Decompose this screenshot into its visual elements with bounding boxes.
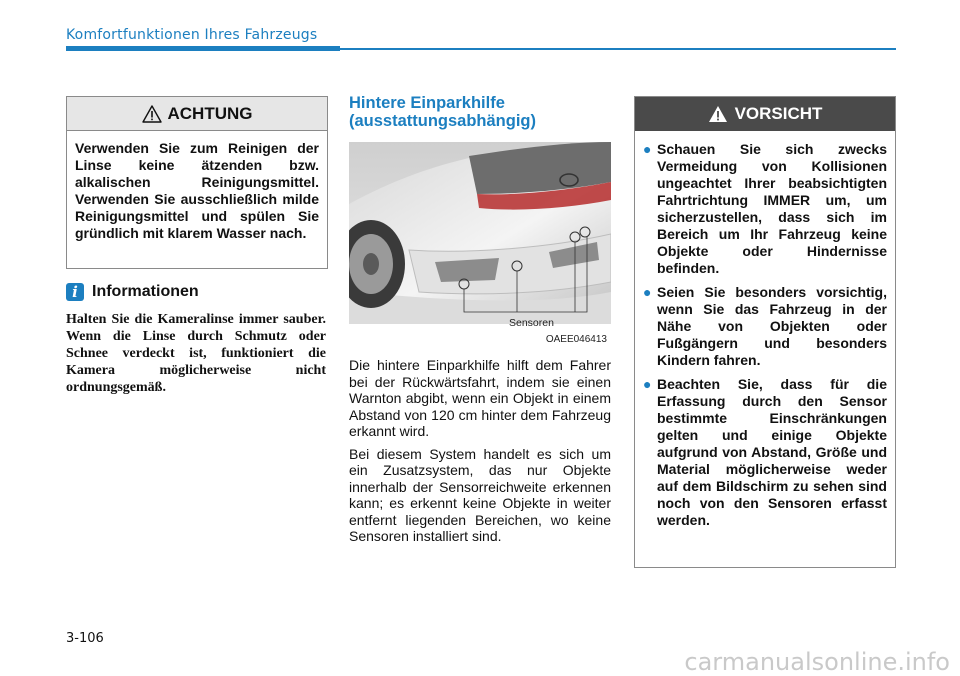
vorsicht-header [635,97,895,131]
vorsicht-title: VORSICHT [734,104,823,123]
watermark: carmanualsonline.info [684,648,950,676]
header-rule-thick [66,46,340,51]
vorsicht-list [635,131,895,529]
achtung-title: ACHTUNG [167,103,253,123]
page-number: 3-106 [66,631,104,646]
info-text: Halten Sie die Kameralinse immer sauber. Wenn die Linse durch Schmutz oder Schnee verdeckt ist, funktioniert die Kamera möglicherweise nicht ordnungsgemäß. [66,312,326,395]
bullet-icon: ● [643,284,652,300]
achtung-text: Verwenden Sie zum Reinigen der Linse keine ätzenden bzw. alkalischen Reinigungsmittel. Verwenden Sie ausschließlich milde Reinigungsmittel und spülen Sie gründlich mit klarem Wasser nach. [75,140,319,241]
paragraph: Bei diesem System handelt es sich um ein Zusatzsystem, das nur Objekte innerhalb der Sensorreichweite erkennen kann; es erkennt keine Objekte in weiter entfernt liegenden Bereichen, wo keine Sensoren installiert sind. [349,445,611,544]
info-icon: i [66,283,84,301]
achtung-header [67,97,327,131]
rear-parking-figure [349,142,611,348]
info-title: Informationen [92,283,199,300]
section-body [349,357,611,551]
paragraph: Die hintere Einparkhilfe hilft dem Fahrer bei der Rückwärtsfahrt, indem sie einen Warnton abgibt, wenn ein Objekt in einem Abstand von 120 cm hinter dem Fahrzeug erkannt wird. [349,357,611,439]
header-rule-thin [340,48,896,50]
list-item: ● Seien Sie besonders vorsichtig, wenn Sie das Fahrzeug in der Nähe von Objekten oder Fußgängern und besonders Kindern fahren. [643,284,887,368]
list-item: ● Beachten Sie, dass für die Erfassung durch den Sensor bestimmte Einschränkungen gelten und einige Objekte aufgrund von Abstand, Größe und Material möglicherweise weder auf dem Bildschirm zu sehen sind noch von den Sensoren erfasst werden. [643,376,887,528]
info-heading [66,283,199,301]
figure-code: OAEE046413 [545,334,607,345]
bullet-icon: ● [643,376,652,392]
section-title: Hintere Einparkhilfe (ausstattungsabhängig) [349,94,537,130]
list-item: ● Schauen Sie sich zwecks Vermeidung von Kollisionen ungeachtet Ihrer beabsichtigten Fahrtrichtung IMMER um, um sicherzustellen, dass sich im Bereich um Ihr Fahrzeug keine Objekte oder Hindernisse befinden. [643,141,887,276]
vorsicht-box [634,96,896,568]
section-header-title: Komfortfunktionen Ihres Fahrzeugs [66,27,318,43]
bullet-icon: ● [643,141,652,157]
warning-triangle-icon [708,105,728,123]
achtung-box [66,96,328,269]
car-rear-illustration [349,142,611,348]
warning-triangle-icon [142,105,162,123]
figure-label-sensoren: Sensoren [509,317,554,329]
